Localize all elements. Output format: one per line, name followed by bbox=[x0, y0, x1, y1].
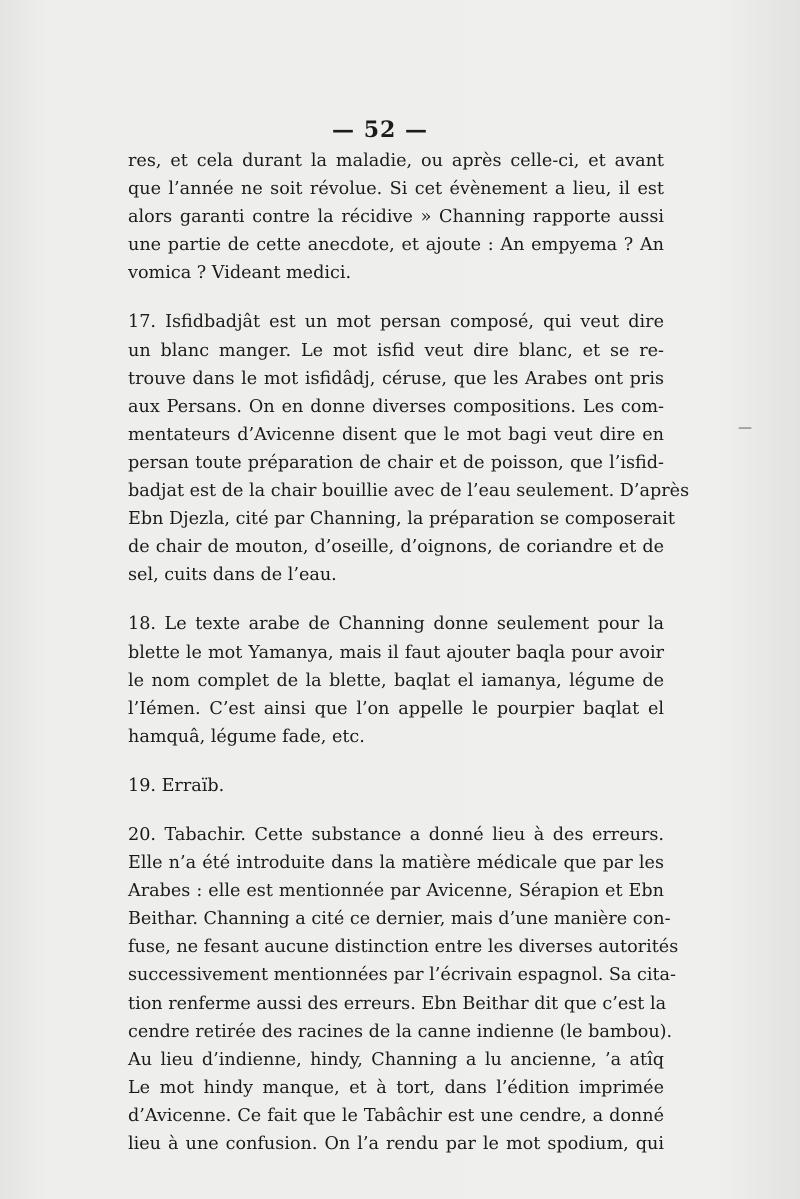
text-line: 20. Tabachir. Cette substance a donné lieu à des erreurs. bbox=[128, 824, 664, 845]
page-number: — 52 — bbox=[332, 117, 428, 143]
text-line: l’Iémen. C’est ainsi que l’on appelle le pourpier baqlat el bbox=[128, 698, 664, 719]
text-line: une partie de cette anecdote, et ajoute : An empyema ? An bbox=[128, 235, 664, 256]
text-line: Au lieu d’indienne, hindy, Channing a lu ancienne, ’a atîq bbox=[128, 1049, 664, 1070]
text-line: Arabes : elle est mentionnée par Avicenne, Sérapion et Ebn bbox=[128, 881, 664, 902]
body-text bbox=[128, 147, 690, 1158]
text-line: badjat est de la chair bouillie avec de l’eau seulement. D’après bbox=[128, 481, 690, 502]
text-line: 19. Erraïb. bbox=[128, 775, 225, 796]
text-line: tion renferme aussi des erreurs. Ebn Beithar dit que c’est la bbox=[128, 993, 667, 1014]
text-line: d’Avicenne. Ce fait que le Tabâchir est une cendre, a donné bbox=[128, 1105, 664, 1126]
text-line: 17. Isfidbadjât est un mot persan composé, qui veut dire bbox=[128, 312, 664, 333]
text-line: cendre retirée des racines de la canne indienne (le bambou). bbox=[128, 1021, 673, 1042]
text-line: le nom complet de la blette, baqlat el iamanya, légume de bbox=[128, 670, 664, 691]
text-line: Le mot hindy manque, et à tort, dans l’édition imprimée bbox=[128, 1077, 664, 1098]
text-line: trouve dans le mot isfidâdj, céruse, que les Arabes ont pris bbox=[128, 368, 664, 389]
paragraph-20 bbox=[128, 821, 679, 1158]
text-line: alors garanti contre la récidive » Channing rapporte aussi bbox=[128, 207, 664, 228]
text-line: res, et cela durant la maladie, ou après celle-ci, et avant bbox=[128, 151, 664, 171]
text-line: fuse, ne fesant aucune distinction entre les diverses autorités bbox=[128, 937, 679, 958]
margin-dash: — bbox=[738, 420, 752, 436]
text-line: hamquâ, légume fade, etc. bbox=[128, 726, 365, 747]
text-line: vomica ? Videant medici. bbox=[128, 263, 352, 284]
text-line: Elle n’a été introduite dans la matière médicale que par les bbox=[128, 853, 664, 874]
text-line: lieu à une confusion. On l’a rendu par le mot spodium, qui bbox=[128, 1134, 664, 1154]
paragraph-19 bbox=[128, 772, 664, 800]
paragraph-18 bbox=[128, 610, 664, 750]
text-line: blette le mot Yamanya, mais il faut ajouter baqla pour avoir bbox=[128, 642, 664, 663]
text-line: que l’année ne soit révolue. Si cet évènement a lieu, il est bbox=[128, 179, 664, 200]
text-line: un blanc manger. Le mot isfid veut dire blanc, et se re- bbox=[128, 340, 664, 361]
text-line: Beithar. Channing a cité ce dernier, mais d’une manière con- bbox=[128, 909, 671, 930]
text-line: de chair de mouton, d’oseille, d’oignons, de coriandre et de bbox=[128, 537, 664, 558]
text-line: mentateurs d’Avicenne disent que le mot bagi veut dire en bbox=[128, 424, 664, 445]
text-line: Ebn Djezla, cité par Channing, la préparation se composerait bbox=[128, 509, 675, 530]
text-line: sel, cuits dans de l’eau. bbox=[128, 565, 337, 586]
text-line: aux Persans. On en donne diverses compositions. Les com- bbox=[128, 396, 664, 417]
text-line: 18. Le texte arabe de Channing donne seulement pour la bbox=[128, 614, 664, 635]
paragraph-16-continuation bbox=[128, 147, 664, 287]
text-line: successivement mentionnées par l’écrivain espagnol. Sa cita- bbox=[128, 965, 676, 986]
paragraph-17 bbox=[128, 308, 690, 589]
text-line: persan toute préparation de chair et de poisson, que l’isfid- bbox=[128, 452, 664, 473]
